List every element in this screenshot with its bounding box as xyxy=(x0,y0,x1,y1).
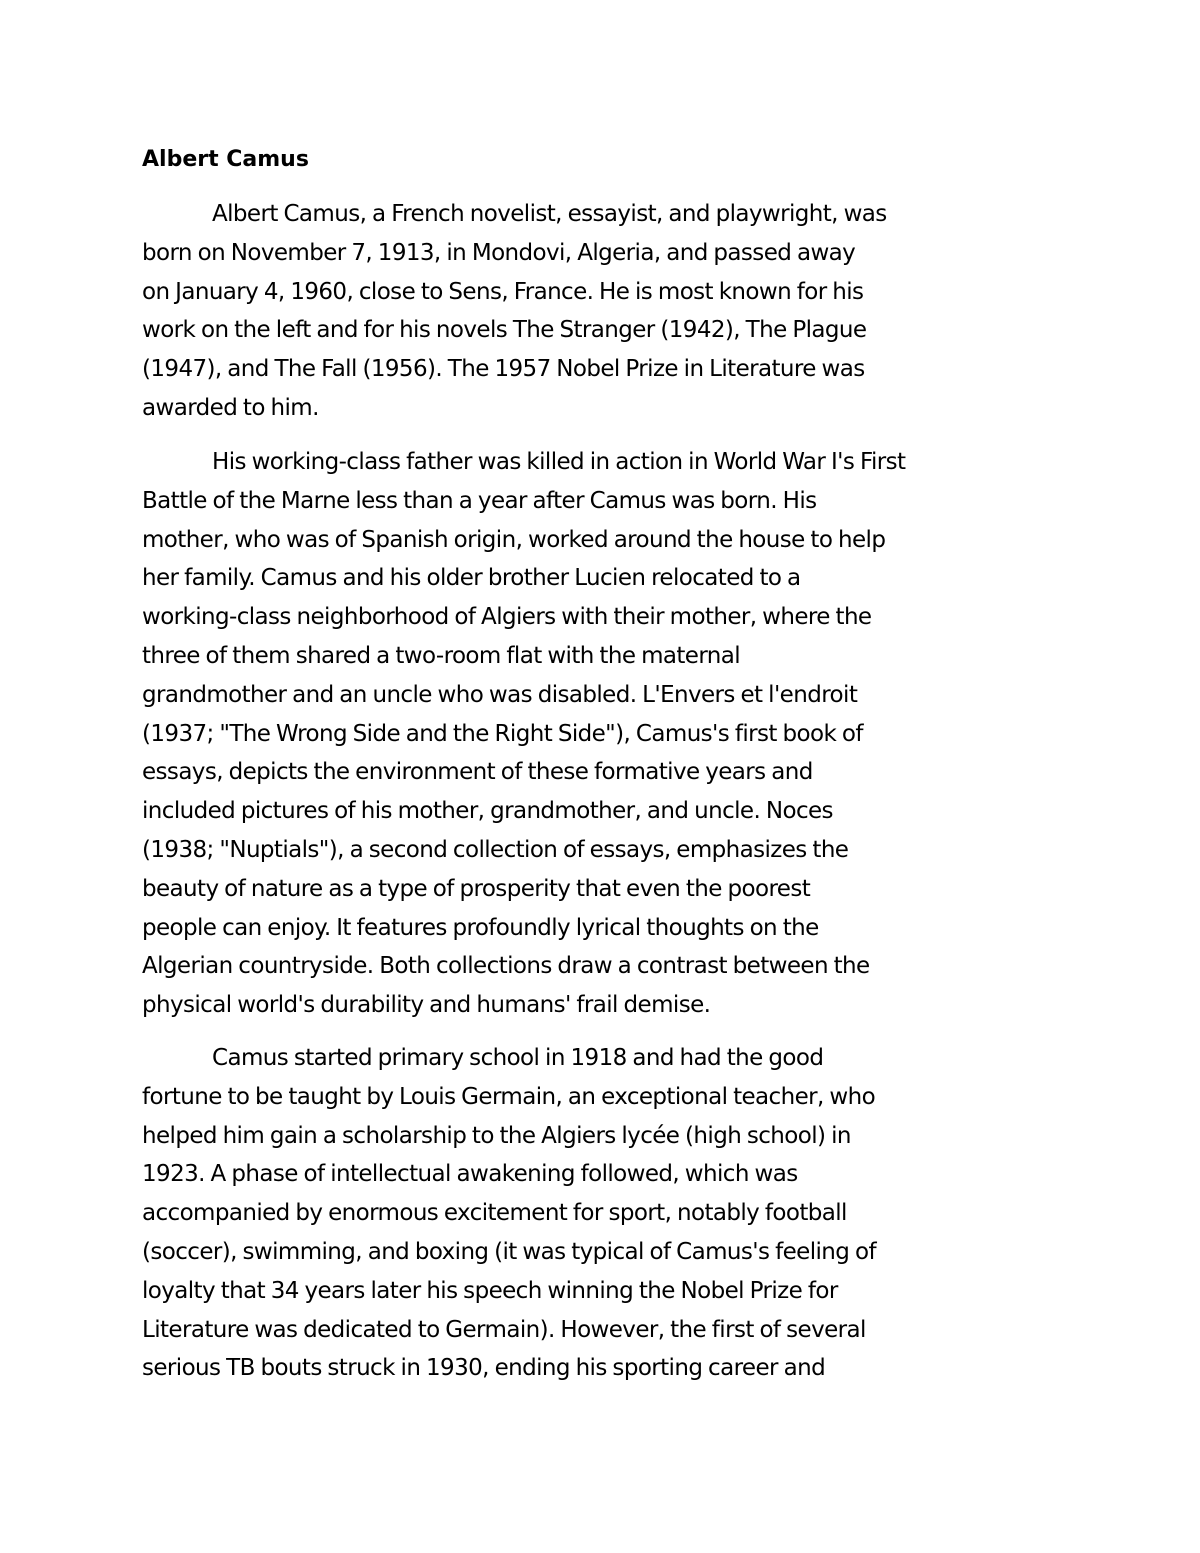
paragraph-line: Algerian countryside. Both collections draw a contrast between the xyxy=(142,953,870,980)
paragraph-line: 1923. A phase of intellectual awakening followed, which was xyxy=(142,1161,798,1188)
paragraph-line: Albert Camus, a French novelist, essayist, and playwright, was xyxy=(212,201,887,227)
paragraph-line: helped him gain a scholarship to the Algiers lycée (high school) in xyxy=(142,1122,851,1149)
paragraph-2 xyxy=(142,443,905,1025)
paragraph-line: (1938; "Nuptials"), a second collection of essays, emphasizes the xyxy=(142,836,849,863)
paragraph-line: working-class neighborhood of Algiers with their mother, where the xyxy=(142,604,872,631)
paragraph-line: serious TB bouts struck in 1930, ending his sporting career and xyxy=(142,1355,826,1382)
paragraph-line: (soccer), swimming, and boxing (it was typical of Camus's feeling of xyxy=(142,1238,876,1265)
paragraph-line: people can enjoy. It features profoundly lyrical thoughts on the xyxy=(142,914,819,941)
paragraph-line: fortune to be taught by Louis Germain, an exceptional teacher, who xyxy=(142,1083,876,1110)
paragraph-line: accompanied by enormous excitement for sport, notably football xyxy=(142,1200,847,1227)
paragraph-line: (1947), and The Fall (1956). The 1957 Nobel Prize in Literature was xyxy=(142,356,865,383)
paragraph-line: mother, who was of Spanish origin, worked around the house to help xyxy=(142,526,886,553)
paragraph-line: His working-class father was killed in action in World War I's First xyxy=(212,449,906,475)
paragraph-line: born on November 7, 1913, in Mondovi, Algeria, and passed away xyxy=(142,239,856,266)
paragraph-line: physical world's durability and humans' frail demise. xyxy=(142,992,711,1019)
paragraph-line: Literature was dedicated to Germain). However, the first of several xyxy=(142,1316,866,1343)
paragraph-1 xyxy=(142,195,887,428)
paragraph-line: (1937; "The Wrong Side and the Right Side"), Camus's first book of xyxy=(142,720,863,747)
paragraph-line: awarded to him. xyxy=(142,394,319,421)
paragraph-line: beauty of nature as a type of prosperity that even the poorest xyxy=(142,875,811,902)
paragraph-line: Camus started primary school in 1918 and had the good xyxy=(212,1045,824,1071)
paragraph-line: included pictures of his mother, grandmother, and uncle. Noces xyxy=(142,798,833,825)
paragraph-line: her family. Camus and his older brother Lucien relocated to a xyxy=(142,565,801,592)
paragraph-line: loyalty that 34 years later his speech winning the Nobel Prize for xyxy=(142,1277,838,1304)
paragraph-line: grandmother and an uncle who was disabled. L'Envers et l'endroit xyxy=(142,681,858,708)
document-title: Albert Camus xyxy=(142,147,309,172)
paragraph-line: three of them shared a two-room flat with the maternal xyxy=(142,642,741,669)
paragraph-line: work on the left and for his novels The Stranger (1942), The Plague xyxy=(142,317,867,344)
paragraph-3 xyxy=(142,1039,876,1388)
paragraph-line: essays, depicts the environment of these formative years and xyxy=(142,759,813,786)
paragraph-line: on January 4, 1960, close to Sens, France. He is most known for his xyxy=(142,278,864,305)
paragraph-line: Battle of the Marne less than a year after Camus was born. His xyxy=(142,487,817,514)
